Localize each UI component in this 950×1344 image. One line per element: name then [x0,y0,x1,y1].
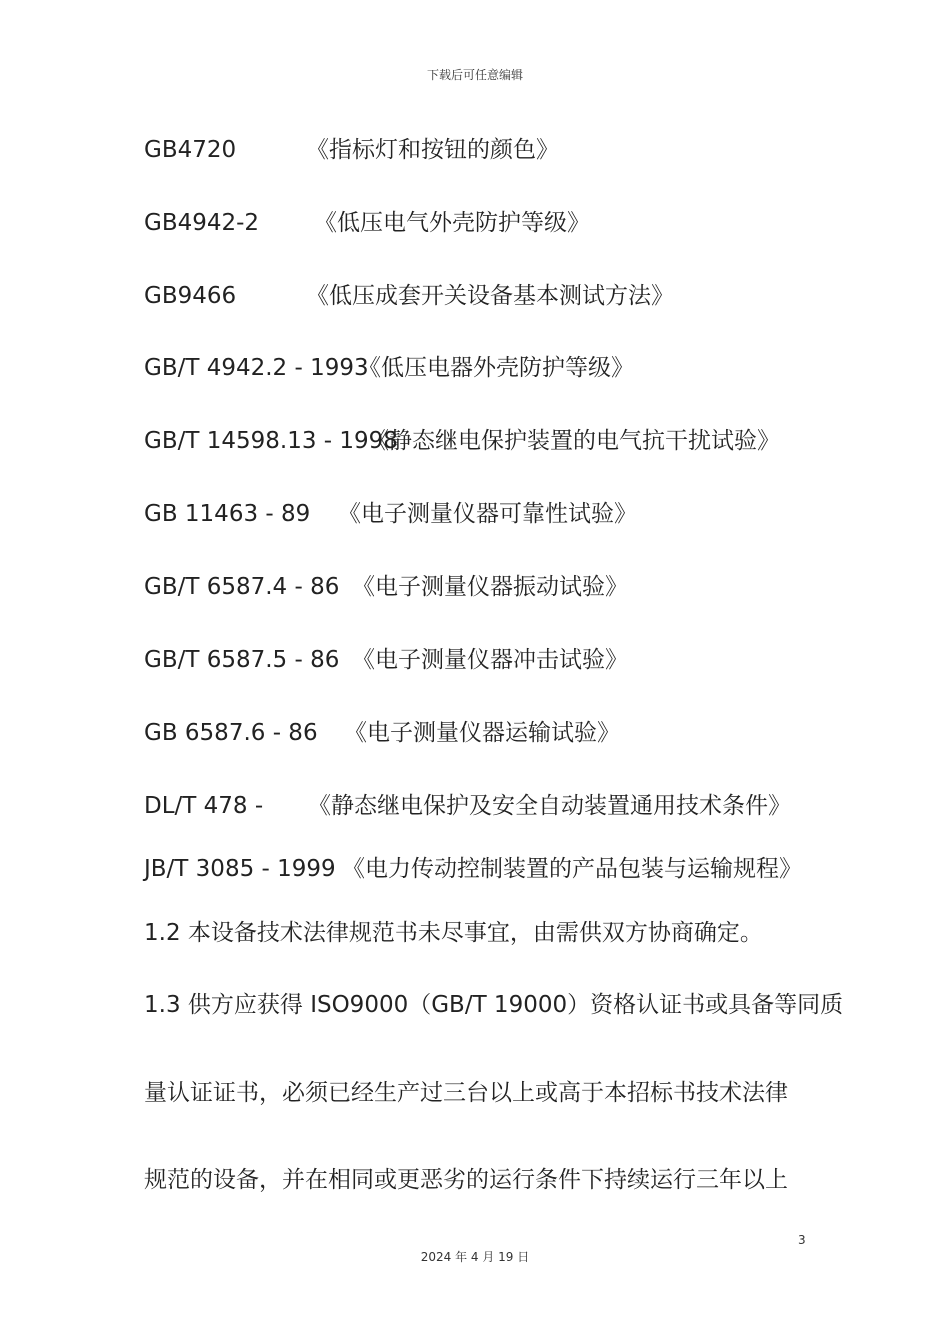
standard-line [144,353,634,383]
standard-code: GB4942-2 [144,210,260,236]
footer-date: 2024 年 4 月 19 日 [420,1250,530,1264]
standard-code: DL/T 478 - [144,793,264,819]
standard-title: 《电子测量仪器冲击试验》 [352,647,628,673]
standard-line [144,499,637,529]
standard-code: GB/T 6587.5 - 86 [144,647,340,673]
standard-line [144,208,590,238]
standard-code: GB/T 4942.2 - 1993 [144,355,369,381]
standard-title: 《低压成套开关设备基本测试方法》 [306,283,674,309]
page-header-note: 下载后可任意编辑 [426,68,523,82]
paragraph-1-2: 1.2 本设备技术法律规范书未尽事宜，由需供双方协商确定。 [144,920,763,946]
standard-code: JB/T 3085 - 1999 [144,856,336,882]
standard-title: 《指标灯和按钮的颜色》 [306,137,559,163]
standard-line [144,791,791,821]
standard-code: GB9466 [144,283,237,309]
standard-title: 《电子测量仪器运输试验》 [344,720,620,746]
standard-line [144,572,628,602]
standard-title: 《电子测量仪器振动试验》 [352,574,628,600]
standard-code: GB 11463 - 89 [144,501,311,527]
paragraph-1-3-line-3: 规范的设备，并在相同或更恶劣的运行条件下持续运行三年以上 [144,1167,788,1193]
paragraph-1-3-line-1: 1.3 供方应获得 ISO9000（GB/T 19000）资格认证书或具备等同质 [144,992,844,1018]
standard-line [144,718,620,748]
standard-title: 《静态继电保护及安全自动装置通用技术条件》 [308,793,791,819]
standard-line [144,426,780,456]
standard-line [144,135,559,165]
page-number: 3 [798,1233,806,1247]
standard-title: 《静态继电保护装置的电气抗干扰试验》 [366,428,780,454]
standard-code: GB/T 14598.13 - 1998 [144,428,398,454]
standard-title: 《电力传动控制装置的产品包装与运输规程》 [342,856,802,882]
standard-code: GB 6587.6 - 86 [144,720,318,746]
standard-code: GB/T 6587.4 - 86 [144,574,340,600]
standard-title: 《低压电气外壳防护等级》 [314,210,590,236]
standard-title: 《低压电器外壳防护等级》 [358,355,634,381]
paragraph-1-3-line-2: 量认证证书，必须已经生产过三台以上或高于本招标书技术法律 [144,1080,788,1106]
standard-line [144,645,628,675]
standard-title: 《电子测量仪器可靠性试验》 [338,501,637,527]
standard-code: GB4720 [144,137,237,163]
standard-line [144,854,802,884]
standard-line [144,281,674,311]
